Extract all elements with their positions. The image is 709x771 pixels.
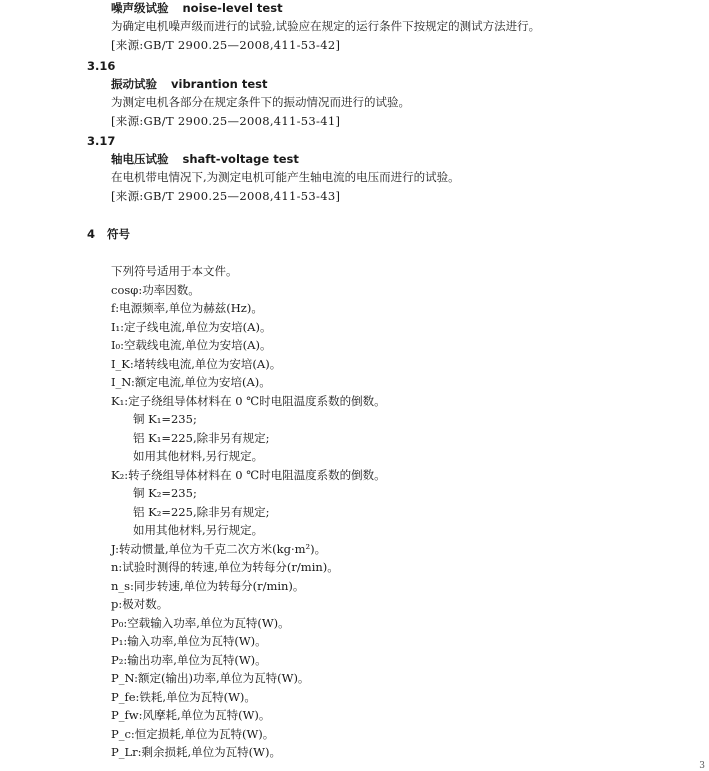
clause-number: 3.17 bbox=[87, 134, 116, 148]
term-title-cn: 轴电压试验 bbox=[111, 152, 169, 166]
symbol-item: J:转动惯量,单位为千克二次方米(kg·m²)。 bbox=[111, 542, 327, 556]
symbol-item: n_s:同步转速,单位为转每分(r/min)。 bbox=[111, 579, 305, 593]
symbol-subitem: 铝 K₂=225,除非另有规定; bbox=[133, 505, 270, 519]
symbols-intro: 下列符号适用于本文件。 bbox=[111, 264, 238, 278]
symbol-item: f:电源频率,单位为赫兹(Hz)。 bbox=[111, 301, 263, 315]
symbol-subitem: 铜 K₁=235; bbox=[133, 412, 197, 426]
symbol-item: P₂:输出功率,单位为瓦特(W)。 bbox=[111, 653, 267, 667]
term-heading-vibration bbox=[111, 76, 267, 92]
term-heading-shaft-voltage bbox=[111, 151, 299, 167]
symbol-item: cosφ:功率因数。 bbox=[111, 283, 200, 297]
term-title-cn: 振动试验 bbox=[111, 77, 157, 91]
symbol-item: p:极对数。 bbox=[111, 597, 169, 611]
symbol-item: P_Lr:剩余损耗,单位为瓦特(W)。 bbox=[111, 745, 281, 759]
term-title-en: noise-level test bbox=[182, 1, 283, 15]
symbol-item: I₀:空载线电流,单位为安培(A)。 bbox=[111, 338, 272, 352]
term-source: [来源:GB/T 2900.25—2008,411-53-42] bbox=[111, 38, 341, 52]
symbol-item: P₁:输入功率,单位为瓦特(W)。 bbox=[111, 634, 267, 648]
clause-number: 3.16 bbox=[87, 59, 116, 73]
symbol-item: n:试验时测得的转速,单位为转每分(r/min)。 bbox=[111, 560, 339, 574]
symbol-item: P_N:额定(输出)功率,单位为瓦特(W)。 bbox=[111, 671, 310, 685]
term-definition: 为测定电机各部分在规定条件下的振动情况而进行的试验。 bbox=[111, 95, 410, 109]
term-source: [来源:GB/T 2900.25—2008,411-53-43] bbox=[111, 189, 341, 203]
symbol-item: P_fe:铁耗,单位为瓦特(W)。 bbox=[111, 690, 256, 704]
symbol-item: P₀:空载输入功率,单位为瓦特(W)。 bbox=[111, 616, 290, 630]
term-source: [来源:GB/T 2900.25—2008,411-53-41] bbox=[111, 114, 341, 128]
section-number: 4 bbox=[87, 227, 96, 241]
page-number: 3 bbox=[699, 761, 705, 771]
symbol-subitem: 如用其他材料,另行规定。 bbox=[133, 523, 264, 537]
section-heading bbox=[87, 226, 130, 242]
symbol-item: P_c:恒定损耗,单位为瓦特(W)。 bbox=[111, 727, 275, 741]
term-heading-noise-level bbox=[111, 0, 283, 16]
symbol-item: I_N:额定电流,单位为安培(A)。 bbox=[111, 375, 271, 389]
term-title-cn: 噪声级试验 bbox=[111, 1, 169, 15]
symbol-item: I₁:定子线电流,单位为安培(A)。 bbox=[111, 320, 272, 334]
term-definition: 为确定电机噪声级而进行的试验,试验应在规定的运行条件下按规定的测试方法进行。 bbox=[111, 19, 541, 33]
symbol-subitem: 铝 K₁=225,除非另有规定; bbox=[133, 431, 270, 445]
symbol-item: K₁:定子绕组导体材料在 0 ℃时电阻温度系数的倒数。 bbox=[111, 394, 386, 408]
symbol-item: I_K:堵转线电流,单位为安培(A)。 bbox=[111, 357, 282, 371]
symbol-item: K₂:转子绕组导体材料在 0 ℃时电阻温度系数的倒数。 bbox=[111, 468, 386, 482]
symbol-subitem: 如用其他材料,另行规定。 bbox=[133, 449, 264, 463]
symbol-subitem: 铜 K₂=235; bbox=[133, 486, 197, 500]
symbol-item: P_fw:风摩耗,单位为瓦特(W)。 bbox=[111, 708, 271, 722]
section-title: 符号 bbox=[107, 227, 131, 241]
term-title-en: shaft-voltage test bbox=[182, 152, 299, 166]
term-title-en: vibrantion test bbox=[171, 77, 268, 91]
term-definition: 在电机带电情况下,为测定电机可能产生轴电流的电压而进行的试验。 bbox=[111, 170, 460, 184]
